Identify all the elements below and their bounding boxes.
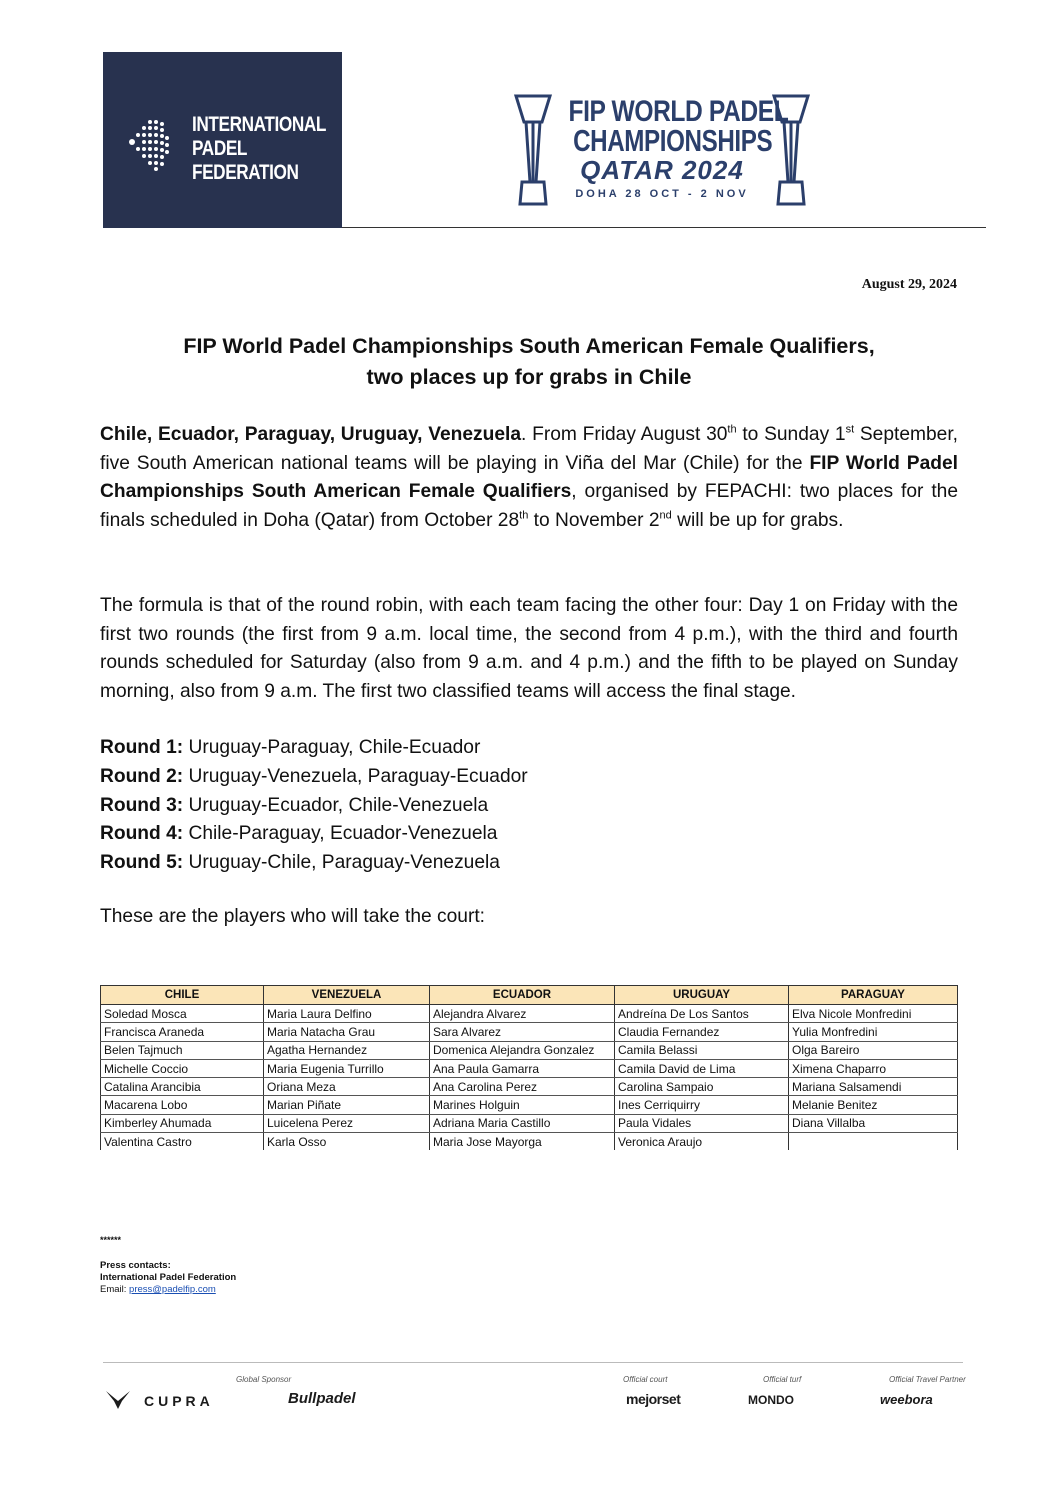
footer-divider [103,1362,963,1363]
separator-stars: ****** [100,1235,122,1245]
sponsor-mondo: MONDO [748,1393,794,1407]
table-cell: Luicelena Perez [264,1114,430,1132]
table-cell: Diana Villalba [789,1114,958,1132]
table-row [101,1059,958,1077]
sponsor-cupra: CUPRA [144,1393,214,1409]
table-cell: Agatha Hernandez [264,1041,430,1059]
table-cell: Andreína De Los Santos [615,1005,789,1023]
ipf-wordmark: INTERNATIONAL PADEL FEDERATION [192,113,327,184]
table-row [101,1114,958,1132]
official-court-label: Official court [623,1375,668,1384]
table-cell: Alejandra Alvarez [430,1005,615,1023]
table-cell: Domenica Alejandra Gonzalez [430,1041,615,1059]
table-cell: Valentina Castro [101,1133,264,1151]
table-cell: Oriana Meza [264,1078,430,1096]
sponsor-mejorset: mejorset [626,1391,681,1407]
round-item: Round 2: Uruguay-Venezuela, Paraguay-Ecuador [100,765,528,787]
ipf-racket-icon [128,118,170,174]
cupra-logo-icon [106,1391,130,1409]
players-intro: These are the players who will take the court: [100,906,486,927]
column-header: ECUADOR [430,986,615,1005]
header-divider [342,227,986,228]
intro-paragraph: Chile, Ecuador, Paraguay, Uruguay, Venezuela. From Friday August 30th to Sunday 1st September, five South American national teams will be playing in Viña del Mar (Chile) for the FIP World Padel Championships South American Female Qualifiers, organised by FEPACHI: two places for the finals scheduled in Doha (Qatar) from October 28th to November 2nd will be up for grabs. [100,423,959,531]
press-release-date: August 29, 2024 [861,277,957,292]
table-cell: Maria Natacha Grau [264,1023,430,1041]
table-cell: Veronica Araujo [615,1133,789,1151]
table-cell: Macarena Lobo [101,1096,264,1114]
event-logo: FIP WORLD PADEL CHAMPIONSHIPS QATAR 2024 DOHA 28 OCT - 2 NOV [568,95,789,200]
table-row [101,1078,958,1096]
table-row [101,1133,958,1151]
table-row [101,1041,958,1059]
table-cell: Maria Jose Mayorga [430,1133,615,1151]
round-item: Round 5: Uruguay-Chile, Paraguay-Venezuela [100,852,500,874]
table-cell: Sara Alvarez [430,1023,615,1041]
table-cell: Karla Osso [264,1133,430,1151]
rounds-list [100,734,528,878]
sponsor-bullpadel: Bullpadel [288,1390,356,1407]
players-table [100,985,958,1150]
table-cell: Elva Nicole Monfredini [789,1005,958,1023]
round-item: Round 1: Uruguay-Paraguay, Chile-Ecuador [100,737,481,758]
round-item: Round 4: Chile-Paraguay, Ecuador-Venezuela [100,823,498,845]
table-cell: Melanie Benitez [789,1096,958,1114]
table-cell: Catalina Arancibia [101,1078,264,1096]
sponsor-weebora: weebora [880,1392,933,1407]
table-cell: Paula Vidales [615,1114,789,1132]
table-row [101,1005,958,1023]
table-cell: Yulia Monfredini [789,1023,958,1041]
table-cell: Carolina Sampaio [615,1078,789,1096]
headline: FIP World Padel Championships South American Female Qualifiers, two places up for grabs in Chile [183,334,875,389]
column-header: VENEZUELA [264,986,430,1005]
press-email-link[interactable]: press@padelfip.com [129,1284,216,1295]
column-header: CHILE [101,986,264,1005]
table-cell: Belen Tajmuch [101,1041,264,1059]
table-cell: Michelle Coccio [101,1059,264,1077]
table-cell: Soledad Mosca [101,1005,264,1023]
round-item: Round 3: Uruguay-Ecuador, Chile-Venezuela [100,794,489,816]
table-row [101,1023,958,1041]
table-cell: Adriana Maria Castillo [430,1114,615,1132]
table-cell: Claudia Fernandez [615,1023,789,1041]
table-cell: Ana Paula Gamarra [430,1059,615,1077]
column-header: URUGUAY [615,986,789,1005]
format-paragraph: The formula is that of the round robin, with each team facing the other four: Day 1 on Friday with the first two rounds (the first from 9 a.m. local time, the second from 4 p.m.), with the third and fourth rounds scheduled for Saturday (also from 9 a.m. and 4 p.m.) and the fifth to be played on Sunday morning, also from 9 a.m. The first two classified teams will access the final stage. [100,595,958,702]
table-cell [789,1133,958,1151]
table-header-row [101,986,958,1005]
table-cell: Olga Bareiro [789,1041,958,1059]
table-cell: Mariana Salsamendi [789,1078,958,1096]
table-cell: Camila Belassi [615,1041,789,1059]
table-cell: Kimberley Ahumada [101,1114,264,1132]
official-turf-label: Official turf [763,1375,802,1384]
table-row [101,1096,958,1114]
table-cell: Ana Carolina Perez [430,1078,615,1096]
table-cell: Marines Holguin [430,1096,615,1114]
table-cell: Maria Laura Delfino [264,1005,430,1023]
table-cell: Maria Eugenia Turrillo [264,1059,430,1077]
column-header: PARAGUAY [789,986,958,1005]
table-cell: Ximena Chaparro [789,1059,958,1077]
table-cell: Ines Cerriquirry [615,1096,789,1114]
table-cell: Francisca Araneda [101,1023,264,1041]
press-contacts: Press contacts: International Padel Federation Email: press@padelfip.com [100,1260,237,1295]
table-cell: Marian Piñate [264,1096,430,1114]
table-cell: Camila David de Lima [615,1059,789,1077]
global-sponsor-label: Global Sponsor [236,1375,292,1384]
travel-partner-label: Official Travel Partner [889,1375,966,1384]
